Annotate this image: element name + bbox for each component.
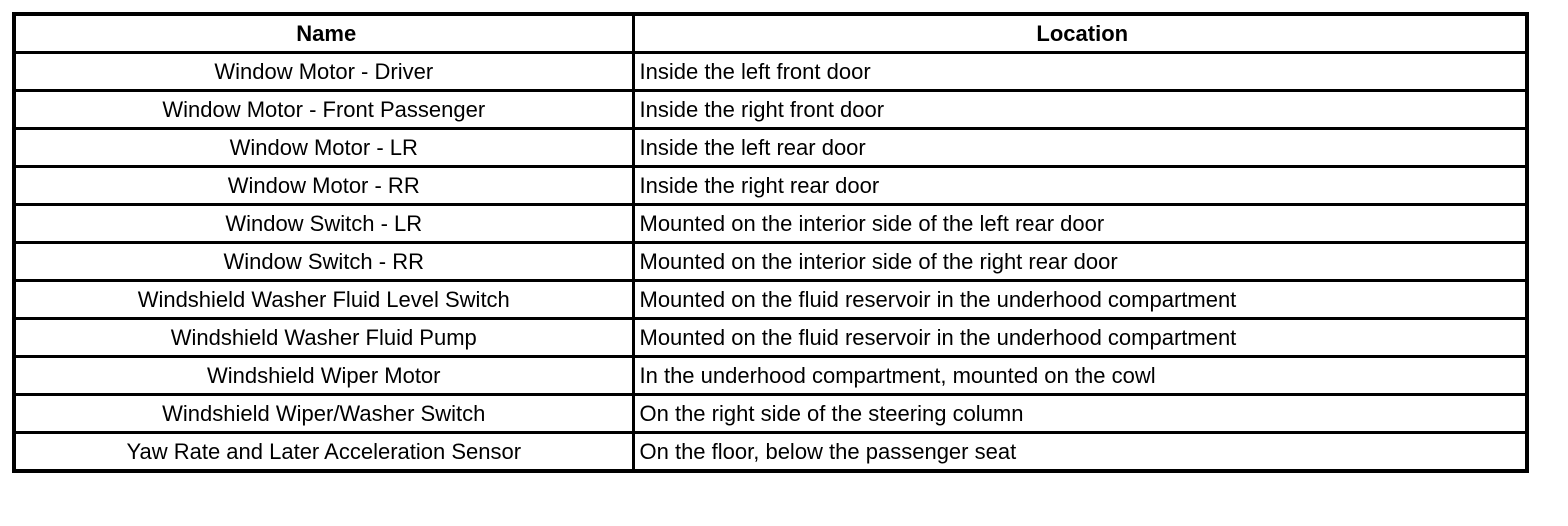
location-cell: Mounted on the fluid reservoir in the underhood compartment xyxy=(633,281,1527,319)
location-cell: Inside the right front door xyxy=(633,91,1527,129)
name-cell: Yaw Rate and Later Acceleration Sensor xyxy=(14,433,633,472)
location-cell: Inside the left rear door xyxy=(633,129,1527,167)
name-cell: Windshield Washer Fluid Pump xyxy=(14,319,633,357)
location-cell: Mounted on the interior side of the right rear door xyxy=(633,243,1527,281)
location-cell: On the right side of the steering column xyxy=(633,395,1527,433)
location-cell: Inside the right rear door xyxy=(633,167,1527,205)
name-cell: Window Motor - LR xyxy=(14,129,633,167)
component-location-table-wrapper xyxy=(12,12,1529,473)
name-cell: Window Motor - Front Passenger xyxy=(14,91,633,129)
column-header-name: Name xyxy=(14,14,633,53)
component-location-table xyxy=(12,12,1529,473)
table-row xyxy=(14,281,1527,319)
table-header-row xyxy=(14,14,1527,53)
location-cell: Inside the left front door xyxy=(633,53,1527,91)
table-row xyxy=(14,395,1527,433)
name-cell: Windshield Wiper/Washer Switch xyxy=(14,395,633,433)
table-row xyxy=(14,129,1527,167)
name-cell: Windshield Washer Fluid Level Switch xyxy=(14,281,633,319)
table-row xyxy=(14,205,1527,243)
name-cell: Window Switch - LR xyxy=(14,205,633,243)
location-cell: On the floor, below the passenger seat xyxy=(633,433,1527,472)
name-cell: Windshield Wiper Motor xyxy=(14,357,633,395)
table-row xyxy=(14,53,1527,91)
location-cell: Mounted on the interior side of the left rear door xyxy=(633,205,1527,243)
table-row xyxy=(14,319,1527,357)
name-cell: Window Motor - Driver xyxy=(14,53,633,91)
table-row xyxy=(14,91,1527,129)
name-cell: Window Motor - RR xyxy=(14,167,633,205)
location-cell: In the underhood compartment, mounted on the cowl xyxy=(633,357,1527,395)
table-row xyxy=(14,433,1527,472)
column-header-location: Location xyxy=(633,14,1527,53)
table-row xyxy=(14,243,1527,281)
table-row xyxy=(14,167,1527,205)
table-row xyxy=(14,357,1527,395)
name-cell: Window Switch - RR xyxy=(14,243,633,281)
location-cell: Mounted on the fluid reservoir in the underhood compartment xyxy=(633,319,1527,357)
